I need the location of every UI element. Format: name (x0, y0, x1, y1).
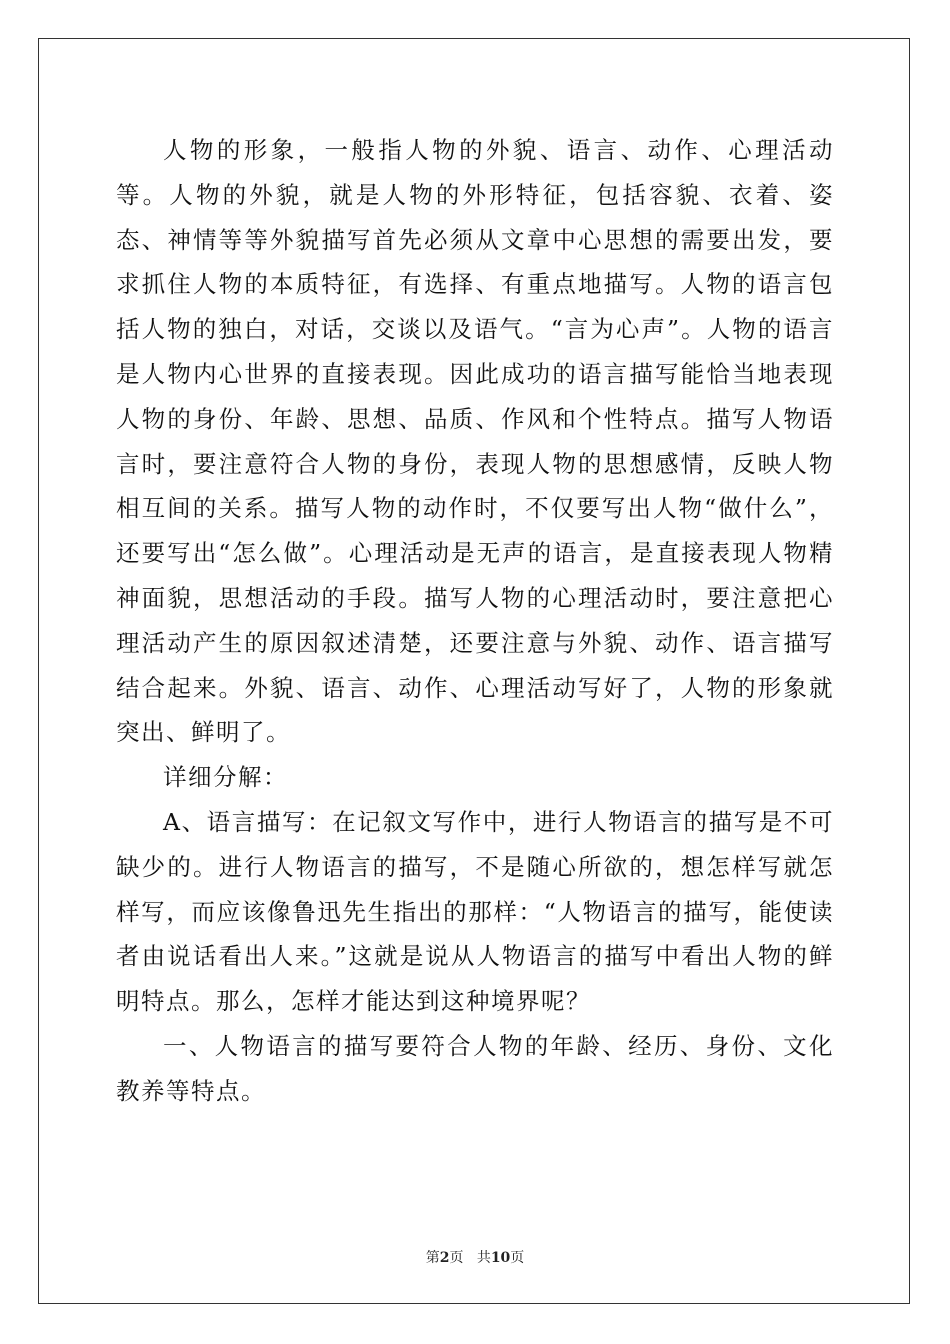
paragraph-detail-heading: 详细分解： (163, 763, 288, 792)
document-body (116, 128, 834, 1114)
paragraph-character-image: 人物的形象，一般指人物的外貌、语言、动作、心理活动等。人物的外貌，就是人物的外形特征，包括容貌、衣着、姿态、神情等等外貌描写首先必须从文章中心思想的需要出发，要求抓住人物的本质特征，有选择、有重点地描写。人物的语言包括人物的独白，对话，交谈以及语气。“言为心声”。人物的语言是人物内心世界的直接表现。因此成功的语言描写能恰当地表现人物的身份、年龄、思想、品质、作风和个性特点。描写人物语言时，要注意符合人物的身份，表现人物的思想感情，反映人物相互间的关系。描写人物的动作时，不仅要写出人物“做什么”，还要写出“怎么做”。心理活动是无声的语言，是直接表现人物精神面貌，思想活动的手段。描写人物的心理活动时，要注意把心理活动产生的原因叙述清楚，还要注意与外貌、动作、语言描写结合起来。外貌、语言、动作、心理活动写好了，人物的形象就突出、鲜明了。 (116, 136, 834, 747)
footer-page-number: 2 (439, 1250, 450, 1266)
paragraph-language-description: A、语言描写：在记叙文写作中，进行人物语言的描写是不可缺少的。进行人物语言的描写，不是随心所欲的，想怎样写就怎样写，而应该像鲁迅先生指出的那样：“人物语言的描写，能使读者由说话看出人来。”这就是说从人物语言的描写中看出人物的鲜明特点。那么，怎样才能达到这种境界呢？ (116, 807, 834, 1016)
page-footer (0, 1247, 950, 1267)
footer-prefix: 第 (425, 1250, 440, 1266)
footer-total-pages: 10 (490, 1250, 511, 1266)
footer-total-suffix: 页 (510, 1250, 525, 1266)
footer-page-suffix: 页 (449, 1250, 464, 1266)
paragraph-point-one: 一、人物语言的描写要符合人物的年龄、经历、身份、文化教养等特点。 (116, 1031, 834, 1105)
footer-total-prefix: 共 (476, 1250, 491, 1266)
